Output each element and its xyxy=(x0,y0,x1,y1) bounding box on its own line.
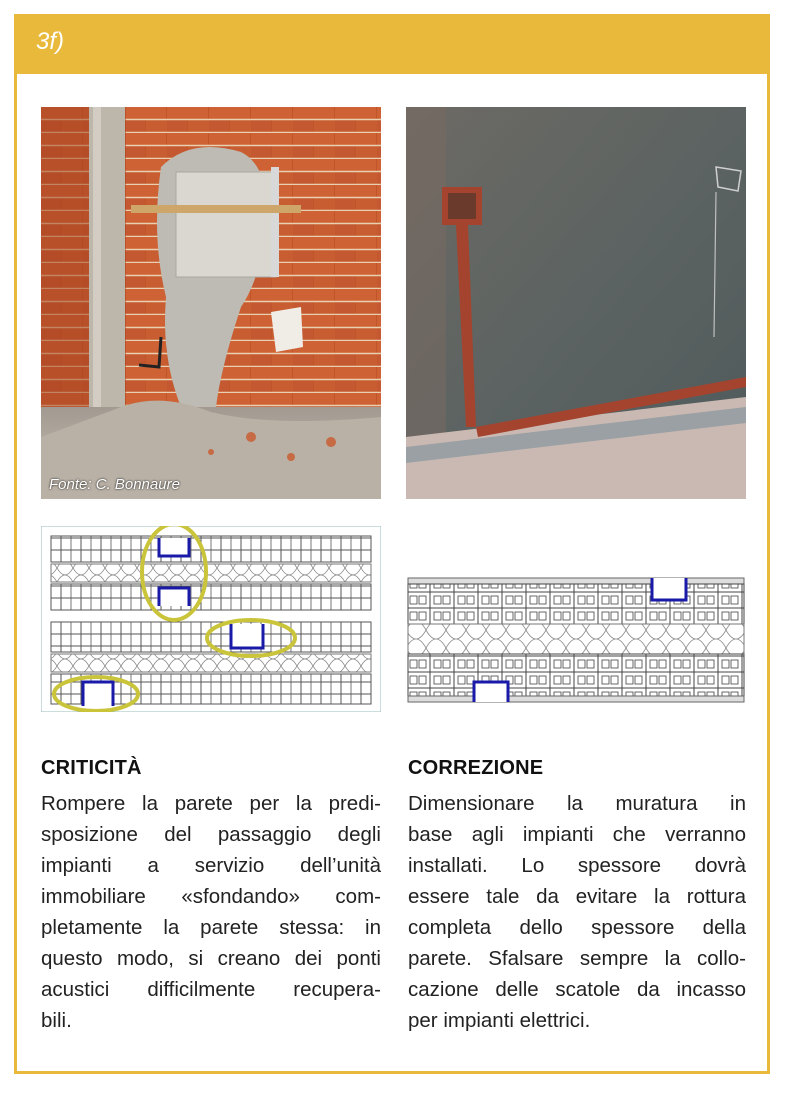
text-line: parete. Sfalsare sempre la collo- xyxy=(408,947,746,970)
text-line: bili. xyxy=(41,1009,72,1032)
heading-criticita: CRITICITÀ xyxy=(41,757,142,779)
text-line: pletamente la parete stessa: in xyxy=(41,916,381,939)
section-header xyxy=(14,14,770,74)
text-line: completa dello spessore della xyxy=(408,916,746,939)
text-line: essere tale da evitare la rottura xyxy=(408,885,746,908)
text-line: cazione delle scatole da incasso xyxy=(408,978,746,1001)
text-line: acustici difficilmente recupera- xyxy=(41,978,381,1001)
text-line: Rompere la parete per la predi- xyxy=(41,792,381,815)
text-line: impianti a servizio dell’unità xyxy=(41,854,381,877)
text-line: base agli impianti che verranno xyxy=(408,823,746,846)
text-line: sposizione del passaggio degli xyxy=(41,823,381,846)
text-line: per impianti elettrici. xyxy=(408,1009,591,1032)
diagram-criticita xyxy=(41,526,381,712)
diagram-correzione xyxy=(406,576,746,704)
text-line: questo modo, si creano dei ponti xyxy=(41,947,381,970)
body-criticita xyxy=(41,788,381,1036)
photo-credit: Fonte: C. Bonnaure xyxy=(49,476,180,493)
heading-correzione: CORREZIONE xyxy=(408,757,544,779)
section-label: 3f) xyxy=(36,28,65,55)
text-line: installati. Lo spessore dovrà xyxy=(408,854,746,877)
photo-correzione xyxy=(406,107,746,499)
body-correzione xyxy=(408,788,746,1036)
photo-criticita xyxy=(41,107,381,499)
text-line: Dimensionare la muratura in xyxy=(408,792,746,815)
text-line: immobiliare «sfondando» com- xyxy=(41,885,381,908)
